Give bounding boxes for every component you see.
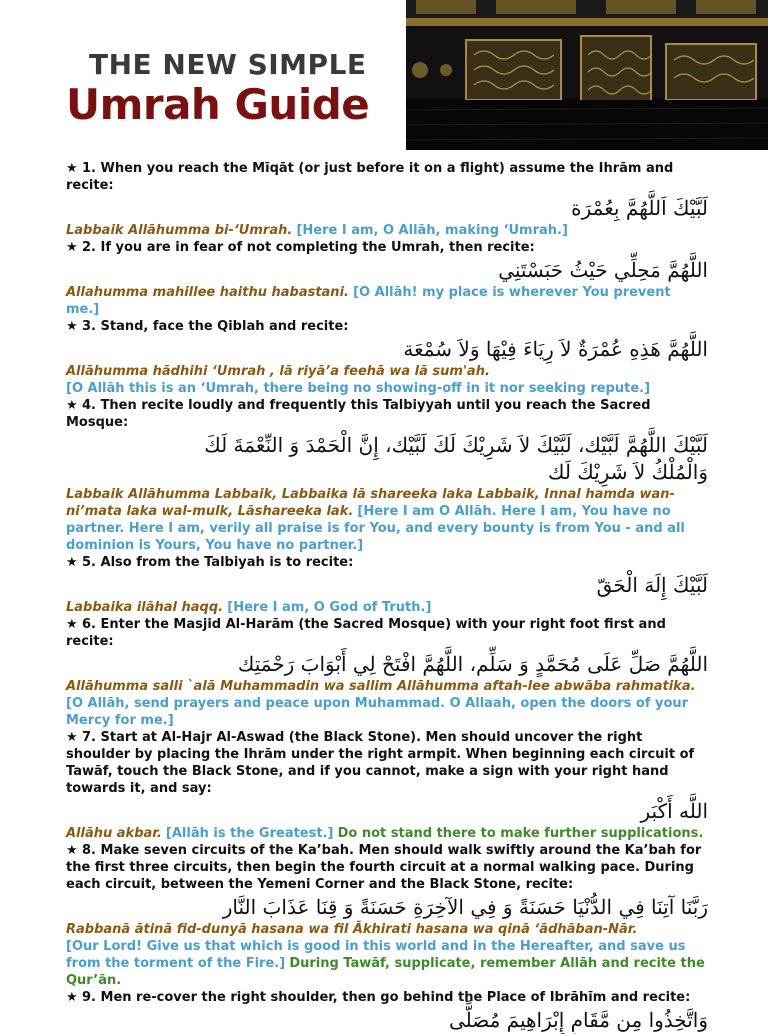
translation: [O Allāh, send prayers and peace upon Muhammad. O Allaah, open the doors of your Mercy for me.]	[66, 696, 689, 728]
step-text: 3. Stand, face the Qiblah and recite:	[82, 319, 349, 334]
step-text: 5. Also from the Talbiyah is to recite:	[82, 555, 354, 570]
translation: [Here I am, O Allāh, making ‘Umrah.]	[296, 223, 568, 238]
arabic-text: لَبَّيْكَ إِلَهَ الْحَقّ	[596, 573, 708, 597]
arabic-text-continued: وَالْمُلْكُ لاَ شَرِيْكَ لَك	[548, 460, 708, 484]
transliteration: Allāhu akbar.	[66, 826, 162, 841]
arabic-text: وَاتَّخِذُوا مِن مَّقَامِ إِبْرَاهِيمَ مُصَلًّى	[448, 1008, 708, 1032]
note: Do not stand there to make further supplications.	[337, 826, 704, 841]
step-4	[66, 397, 708, 554]
arabic-text: اللَّه أَكْبَر	[640, 799, 708, 823]
step-text: 2. If you are in fear of not completing the Umrah, then recite:	[82, 240, 535, 255]
star-icon: ★	[66, 319, 78, 334]
star-icon: ★	[66, 990, 78, 1005]
step-text: 7. Start at Al-Hajr Al-Aswad (the Black Stone). Men should uncover the right shoulder by placing the Ihrām under the right armpit. When beginning each circuit of Tawāf, touch the Black Stone, and if you cannot, make a sign with your right hand towards it, and say:	[66, 730, 695, 796]
transliteration: Labbaika ilāhal haqq.	[66, 600, 224, 615]
transliteration: Allāhumma salli `alā Muhammadin wa sallim Allāhumma aftah-lee abwāba rahmatika.	[66, 679, 696, 694]
star-icon: ★	[66, 161, 78, 176]
step-8	[66, 842, 708, 989]
step-text: 9. Men re-cover the right shoulder, then go behind the Place of Ibrāhīm and recite:	[82, 990, 691, 1005]
arabic-text: رَبَّنَا آتِنَا فِي الدُّنْيَا حَسَنَةً وَ فِي الآخِرَةِ حَسَنَةً وَ قِنَا عَذَابَ النَّار	[222, 895, 708, 919]
step-2	[66, 239, 708, 318]
note: During Tawāf, supplicate, remember Allāh and recite the Qur’ān.	[66, 956, 705, 988]
arabic-text: اللَّهُمَّ صَلِّ عَلَى مُحَمَّدٍ وَ سَلِّم، اللَّهُمَّ افْتَحْ لِي أَبْوَابَ رَحْمَتِك	[237, 652, 708, 676]
step-text: 4. Then recite loudly and frequently this Talbiyyah until you reach the Sacred Mosque:	[66, 398, 651, 430]
arabic-text: اللَّهُمَّ هَذِهِ عُمْرَةٌ لاَ رِيَاءَ فِيْهَا وَلاَ سُمْعَة	[403, 337, 708, 361]
star-icon: ★	[66, 398, 78, 413]
star-icon: ★	[66, 240, 78, 255]
step-text: 6. Enter the Masjid Al-Harām (the Sacred Mosque) with your right foot first and recite:	[66, 617, 666, 649]
translation: [Here I am, O God of Truth.]	[227, 600, 432, 615]
transliteration: Labbaik Allāhumma bi-‘Umrah.	[66, 223, 293, 238]
translation: [Allāh is the Greatest.]	[165, 826, 334, 841]
arabic-text: لَبَّيْكَ اللَّهُمَّ لَبَّيْك، لَبَّيْكَ لاَ شَرِيْكَ لَكَ لَبَّيْك، إِنَّ الْحَمْدَ وَ النِّعْمَةَ لَكَ	[204, 433, 708, 457]
translation: [O Allāh! my place is wherever You prevent me.]	[66, 285, 671, 317]
step-7	[66, 729, 708, 842]
translation: [O Allāh this is an ‘Umrah, there being no showing-off in it nor seeking repute.]	[66, 381, 651, 396]
transliteration: Labbaik Allāhumma Labbaik, Labbaika lā shareeka laka Labbaik, Innal hamda wan-ni’mata laka wal-mulk, Lāshareeka lak.	[66, 487, 675, 519]
arabic-text: اللَّهُمَّ مَحِلِّي حَيْثُ حَبَسْتَنِي	[498, 258, 708, 282]
translation: [Our Lord! Give us that which is good in this world and in the Hereafter, and save us from the torment of the Fire.]	[66, 939, 686, 971]
page-title: Umrah Guide	[66, 80, 370, 129]
step-3	[66, 318, 708, 397]
arabic-text: لَبَّيْكَ اَللَّهُمَّ بِعُمْرَة	[571, 196, 708, 220]
translation: [Here I am O Allāh. Here I am, You have no partner. Here I am, verily all praise is for You, and every bounty is from You - and all dominion is Yours, You have no partner.]	[66, 504, 685, 553]
transliteration: Rabbanā ātinā fid-dunyā hasana wa fil Ākhirati hasana wa qinā ‘ādhāban-Nār.	[66, 922, 638, 937]
star-icon: ★	[66, 730, 78, 745]
star-icon: ★	[66, 843, 78, 858]
step-5	[66, 554, 708, 616]
header	[0, 0, 768, 150]
transliteration: Allahumma mahillee haithu habastani.	[66, 285, 349, 300]
title-subtitle: THE NEW SIMPLE	[89, 48, 367, 81]
kaaba-image	[406, 0, 768, 150]
kaaba-photo	[406, 0, 768, 150]
transliteration: Allāhumma hādhihi ‘Umrah , lā riyā’a feehā wa lā sum'ah.	[66, 364, 490, 379]
step-text: 8. Make seven circuits of the Ka’bah. Men should walk swiftly around the Ka’bah for the first three circuits, then begin the fourth circuit at a normal walking pace. During each circuit, between the Yemeni Corner and the Black Stone, recite:	[66, 843, 702, 892]
step-1	[66, 160, 708, 239]
steps-list	[66, 160, 708, 1034]
step-6	[66, 616, 708, 729]
step-9	[66, 989, 708, 1033]
star-icon: ★	[66, 555, 78, 570]
step-text: 1. When you reach the Mīqāt (or just before it on a flight) assume the Ihrām and recite:	[66, 161, 674, 193]
star-icon: ★	[66, 617, 78, 632]
